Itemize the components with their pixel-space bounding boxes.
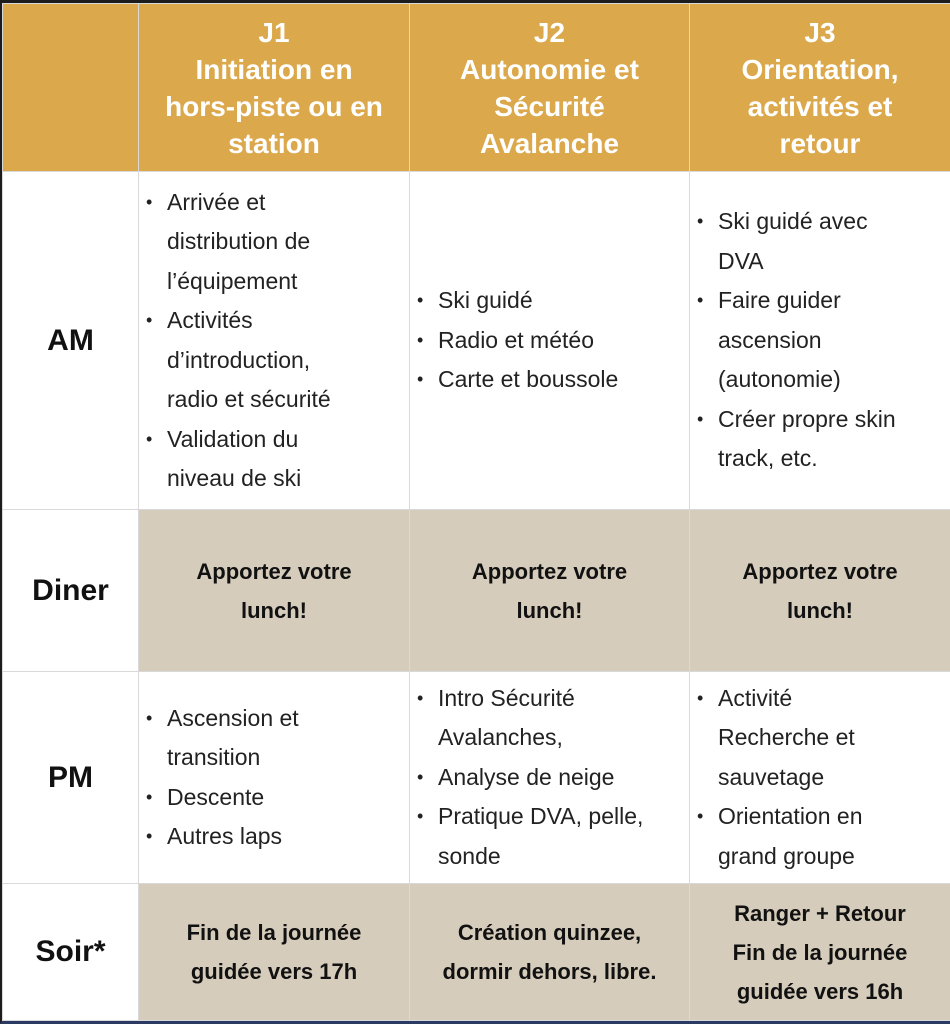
- list-item-line: Avalanches,: [438, 724, 563, 751]
- diner-day-2-cell: [410, 510, 690, 672]
- bullet-icon: •: [697, 687, 704, 708]
- pm-day-2-cell: [410, 672, 690, 884]
- list-item: [417, 679, 683, 758]
- am-day-1-cell: [139, 172, 410, 510]
- list-item: [697, 202, 944, 281]
- list-item: [146, 699, 403, 778]
- activity-list: [410, 281, 689, 400]
- diner-row: [3, 510, 950, 672]
- list-item-line: Ascension et: [167, 704, 299, 731]
- banner-line: Apportez votre: [742, 558, 898, 584]
- list-item: [146, 183, 403, 302]
- bullet-icon: •: [146, 310, 153, 330]
- list-item-line: (autonomie): [718, 366, 841, 393]
- list-item-line: Activités: [167, 307, 253, 333]
- list-item: [146, 420, 403, 499]
- bullet-icon: •: [417, 687, 424, 708]
- soir-day-3-cell: [690, 884, 950, 1021]
- day-title-line: station: [228, 127, 320, 159]
- list-item-line: track, etc.: [718, 445, 818, 472]
- list-item-line: ascension: [718, 326, 822, 353]
- activity-list: [410, 679, 689, 877]
- banner-line: guidée vers 16h: [736, 978, 904, 1004]
- list-item-line: l’équipement: [167, 267, 298, 294]
- day-title-line: hors-piste ou en: [165, 90, 383, 122]
- pm-row: [3, 672, 950, 884]
- list-item-line: d’introduction,: [167, 346, 311, 373]
- day-code: J2: [533, 16, 566, 48]
- day-title-line: Orientation,: [741, 53, 899, 85]
- list-item: [417, 281, 683, 321]
- day-code: J3: [804, 16, 836, 48]
- day-title-line: Initiation en: [195, 53, 353, 85]
- list-item-line: Arrivée et: [167, 188, 266, 215]
- banner-line: Fin de la journée: [186, 920, 362, 945]
- bullet-icon: •: [697, 806, 704, 827]
- list-item-line: Ski guidé: [438, 287, 533, 314]
- list-item-line: Orientation en: [718, 803, 863, 830]
- bullet-icon: •: [417, 290, 424, 311]
- list-item-line: Radio et météo: [438, 326, 594, 353]
- list-item: [697, 679, 944, 798]
- activity-list: [139, 183, 409, 499]
- activity-list: [139, 699, 409, 857]
- bullet-icon: •: [417, 806, 424, 827]
- day-code: J1: [258, 16, 290, 48]
- list-item-line: Descente: [167, 783, 265, 810]
- day-title-line: retour: [779, 127, 861, 159]
- list-item-line: Pratique DVA, pelle,: [438, 803, 644, 830]
- list-item-line: distribution de: [167, 228, 311, 254]
- list-item-line: Analyse de neige: [438, 763, 615, 790]
- pm-day-1-cell: [139, 672, 410, 884]
- bullet-icon: •: [146, 191, 153, 212]
- am-day-2-cell: [410, 172, 690, 510]
- list-item: [146, 778, 403, 818]
- list-item: [697, 281, 944, 400]
- list-item: [417, 321, 683, 361]
- list-item-line: Validation du: [167, 425, 299, 452]
- banner-line: Fin de la journée: [732, 939, 908, 965]
- soir-day-2-cell: [410, 884, 690, 1021]
- list-item-line: Activité: [718, 684, 793, 711]
- header-day-1: [139, 4, 410, 172]
- banner-line: Ranger + Retour: [734, 900, 906, 926]
- header-day-3: [690, 4, 950, 172]
- list-item-line: niveau de ski: [167, 465, 302, 491]
- list-item-line: radio et sécurité: [167, 386, 331, 412]
- list-item-line: sauvetage: [718, 763, 825, 790]
- activity-list: [690, 679, 950, 877]
- list-item: [697, 797, 944, 876]
- row-label-diner: Diner: [3, 510, 139, 672]
- bullet-icon: •: [146, 786, 153, 807]
- list-item-line: Ski guidé avec: [718, 208, 868, 235]
- list-item-line: Autres laps: [167, 823, 283, 849]
- list-item: [417, 360, 683, 400]
- list-item-line: sonde: [438, 842, 501, 869]
- activity-list: [690, 202, 950, 479]
- diner-day-1-cell: [139, 510, 410, 672]
- day-title-line: activités et: [747, 90, 893, 122]
- row-label-pm: PM: [3, 672, 139, 884]
- banner-line: lunch!: [787, 597, 853, 623]
- banner-line: dormir dehors, libre.: [442, 959, 657, 984]
- bullet-icon: •: [146, 826, 153, 846]
- bullet-icon: •: [146, 707, 153, 728]
- corner-cell: [3, 4, 139, 172]
- list-item-line: Carte et boussole: [438, 366, 619, 393]
- schedule-table: [2, 3, 950, 1021]
- header-day-2: [410, 4, 690, 172]
- list-item-line: Faire guider: [718, 287, 841, 314]
- banner-line: lunch!: [241, 597, 307, 623]
- banner-line: lunch!: [516, 597, 583, 623]
- list-item: [697, 400, 944, 479]
- bullet-icon: •: [146, 428, 153, 449]
- bullet-icon: •: [417, 329, 424, 350]
- day-title-line: Avalanche: [479, 127, 620, 159]
- list-item-line: Créer propre skin: [718, 405, 896, 432]
- list-item: [146, 301, 403, 420]
- soir-day-1-cell: [139, 884, 410, 1021]
- list-item-line: grand groupe: [718, 842, 855, 869]
- list-item-line: Intro Sécurité: [438, 684, 575, 711]
- list-item-line: DVA: [718, 247, 764, 274]
- banner-line: Apportez votre: [196, 558, 352, 584]
- am-day-3-cell: [690, 172, 950, 510]
- banner-line: guidée vers 17h: [190, 959, 358, 984]
- bullet-icon: •: [697, 408, 704, 429]
- day-title-line: Autonomie et: [460, 53, 639, 85]
- row-label-soir: Soir*: [3, 884, 139, 1021]
- bullet-icon: •: [417, 369, 424, 390]
- am-row: [3, 172, 950, 510]
- list-item-line: transition: [167, 744, 261, 770]
- row-label-am: AM: [3, 172, 139, 510]
- bullet-icon: •: [417, 766, 424, 787]
- day-title-line: Sécurité: [494, 90, 605, 122]
- list-item-line: Recherche et: [718, 724, 855, 751]
- list-item: [417, 797, 683, 876]
- soir-row: [3, 884, 950, 1021]
- list-item: [146, 817, 403, 857]
- pm-day-3-cell: [690, 672, 950, 884]
- banner-line: Création quinzee,: [457, 920, 642, 945]
- diner-day-3-cell: [690, 510, 950, 672]
- bullet-icon: •: [697, 211, 704, 232]
- banner-line: Apportez votre: [471, 558, 628, 584]
- header-row: [3, 4, 950, 172]
- bullet-icon: •: [697, 290, 704, 311]
- list-item: [417, 758, 683, 798]
